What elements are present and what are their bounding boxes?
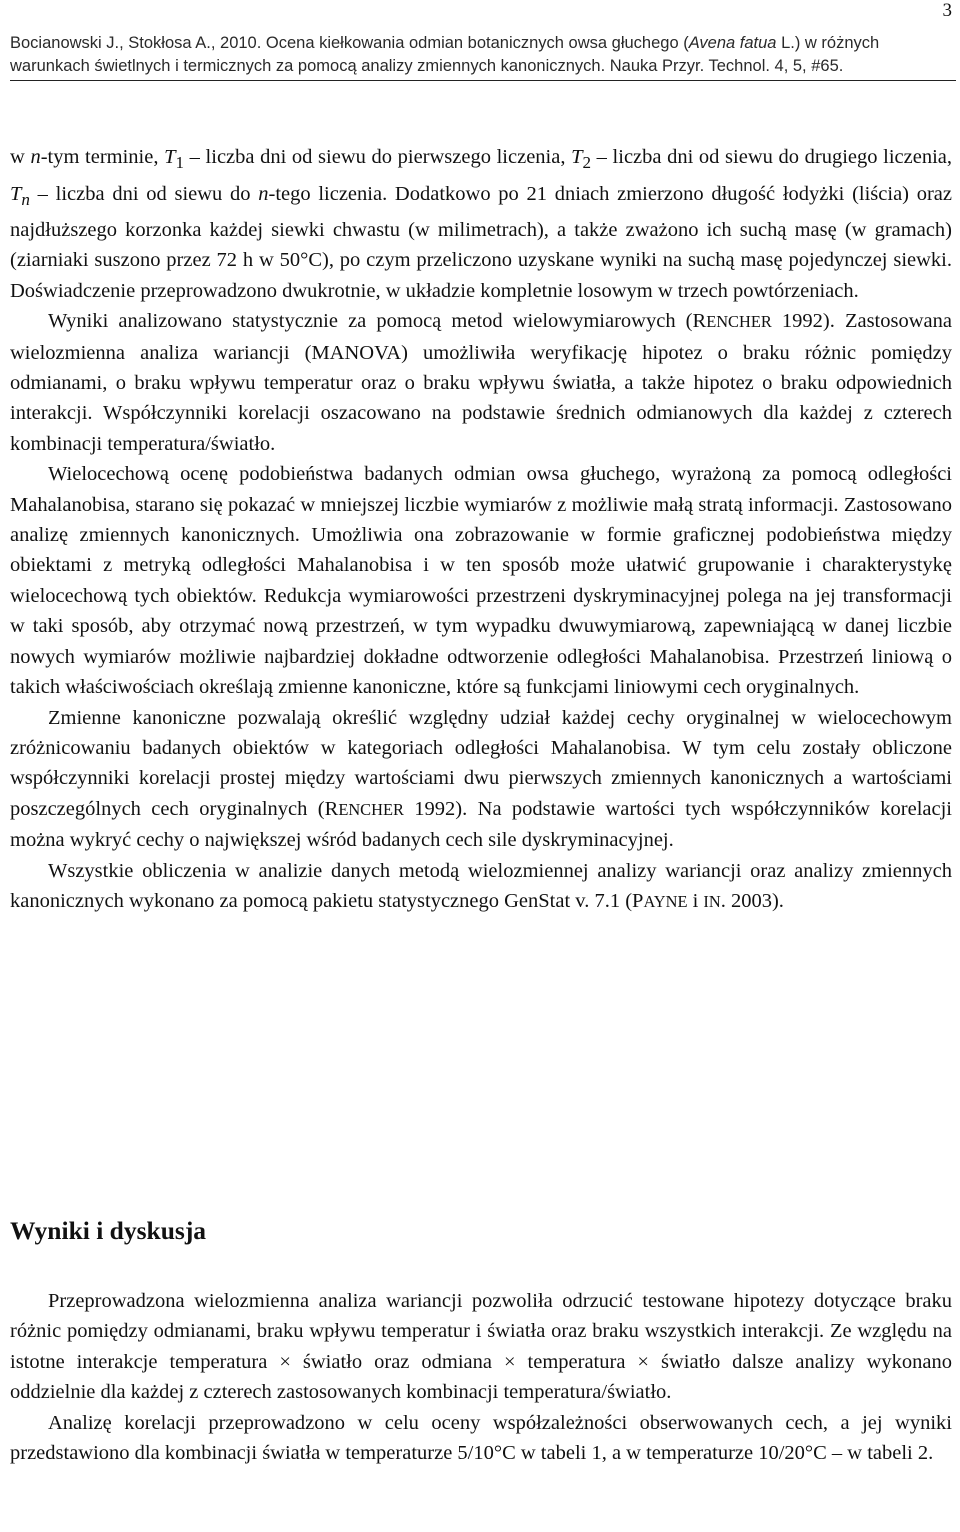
text-run: Zmienne kanoniczne pozwalają określić względny udział każdej cechy oryginalnej w wielocechowym zróżnicowaniu badanych obiektów w kategoriach odległości Mahalanobisa. W tym celu zostały obliczone współczynniki korelacji prostej między wartościami dwu pierwszych zmiennych kanonicznych a wartościami poszczególnych cech oryginalnych ( — [10, 706, 952, 820]
text-run: -tym terminie, — [40, 146, 165, 168]
paragraph — [10, 142, 952, 306]
header-citation-part: L.) w różnych warunkach świetlnych i termicznych za pomocą analizy zmiennych kanonicznych. Nauka Przyr. Technol. 4, 5, #65. — [10, 34, 880, 75]
math-subscript: 1 — [175, 153, 185, 173]
paragraph: Przeprowadzona wielozmienna analiza wariancji pozwoliła odrzucić testowane hipotezy dotyczące braku różnic pomiędzy odmianami, braku wpływu temperatur i światła oraz braku wszystkich interakcji. Ze względu na istotne interakcje temperatura × światło oraz odmiana × temperatura × światło dalsze analizy wykonano oddzielnie dla każdej z czterech zastosowanych kombinacji temperatura/światło. — [10, 1290, 952, 1404]
paragraph: Wielocechową ocenę podobieństwa badanych odmian owsa głuchego, wyrażoną za pomocą odległości Mahalanobisa, starano się pokazać w mniejszej liczbie wymiarów z możliwie małą stratą informacji. Zastosowano analizę zmiennych kanonicznych. Umożliwia ona zobrazowanie w formie graficznej podobieństwa między obiektami z metryką odległości Mahalanobisa i w ten sposób może ułatwić grupowanie i charakterystykę wielocechową tych obiektów. Redukcja wymiarowości przestrzeni dyskryminacyjnej polega na jej transformacji w taki sposób, aby otrzymać nową przestrzeń, w tym wypadku dwuwymiarową, zapewniającą w danej liczbie nowych wymiarów możliwie najbardziej dokładne odtworzenie odległości Mahalanobisa. Przestrzeń liniową o takich właściwościach określają zmienne kanoniczne, które są funkcjami liniowymi cech oryginalnych. — [10, 463, 952, 699]
methods-section — [10, 142, 952, 917]
citation-author-smallcaps: ENCHER — [338, 799, 404, 819]
text-run: -tego liczenia. Dodatkowo po 21 dniach zmierzono długość łodyżki (liścia) oraz najdłuższego korzonka każdej siewki chwastu (w milimetrach), a także zważono ich suchą masę (w gramach) (ziarniaki suszono przez 72 h w 50°C), po czym przeliczono uzyskane wyniki na suchą masę pojedynczej siewki. Doświadczenie przeprowadzono dwukrotnie, w układzie kompletnie losowym w trzech powtórzeniach. — [10, 182, 952, 302]
text-run: – liczba dni od siewu do — [29, 182, 259, 205]
paragraph — [10, 703, 952, 856]
text-run: – liczba dni od siewu do pierwszego liczenia, — [184, 146, 572, 168]
paragraph — [10, 306, 952, 459]
text-run: . 2003). — [720, 889, 784, 912]
math-variable: n — [30, 146, 41, 168]
text-run: Wyniki analizowano statystycznie za pomocą metod wielowymiarowych ( — [48, 310, 693, 333]
header-citation-part: Bocianowski J., Stokłosa A., 2010. Ocena kiełkowania odmian botanicznych owsa głuchego ( — [10, 34, 689, 52]
math-variable: n — [258, 182, 269, 205]
text-run: 1992). Na podstawie wartości tych współczynników korelacji można wykryć cechy o największej wśród badanych cech sile dyskryminacyjnej. — [10, 797, 952, 852]
citation-author: R — [324, 797, 339, 820]
species-name: Avena fatua — [688, 34, 777, 52]
math-subscript: 2 — [582, 153, 592, 173]
paragraph: Analizę korelacji przeprowadzono w celu oceny współzależności obserwowanych cech, a jej wyniki przedstawiono dla kombinacji światła w temperaturze 5/10°C w tabeli 1, a w temperaturze 10/20°C – w tabeli 2. — [10, 1411, 952, 1465]
paragraph — [10, 856, 952, 918]
math-variable: T — [164, 146, 176, 168]
text-run: i — [687, 889, 704, 912]
citation-author-smallcaps: ENCHER — [706, 312, 772, 332]
text-run: 1992). Zastosowana wielozmienna analiza wariancji (MANOVA) umożliwiła weryfikację hipotez o braku różnic pomiędzy odmianami, o braku wpływu temperatur oraz o braku wpływu światła, a także hipotez o braku odpowiednich interakcji. Współczynniki korelacji oszacowano na podstawie średnich odmianowych dla każdej z czterech kombinacji temperatura/światło. — [10, 310, 952, 455]
citation-author-smallcaps: AYNE — [643, 891, 688, 911]
citation-smallcaps: IN — [703, 891, 721, 911]
results-section — [10, 1286, 952, 1468]
page-number: 3 — [942, 0, 952, 21]
math-subscript: n — [21, 189, 30, 209]
text-run: w — [10, 146, 31, 168]
citation-author: R — [692, 310, 707, 333]
citation-author: P — [632, 889, 644, 912]
running-header — [10, 32, 956, 81]
math-variable: T — [571, 146, 583, 168]
math-variable: T — [10, 182, 22, 205]
text-run: – liczba dni od siewu do drugiego liczenia, — [591, 146, 952, 168]
section-heading: Wyniki i dyskusja — [10, 1216, 207, 1245]
text-run: Wszystkie obliczenia w analizie danych metodą wielozmiennej analizy wariancji oraz analizy zmiennych kanonicznych wykonano za pomocą pakietu statystycznego GenStat v. 7.1 ( — [10, 859, 952, 912]
